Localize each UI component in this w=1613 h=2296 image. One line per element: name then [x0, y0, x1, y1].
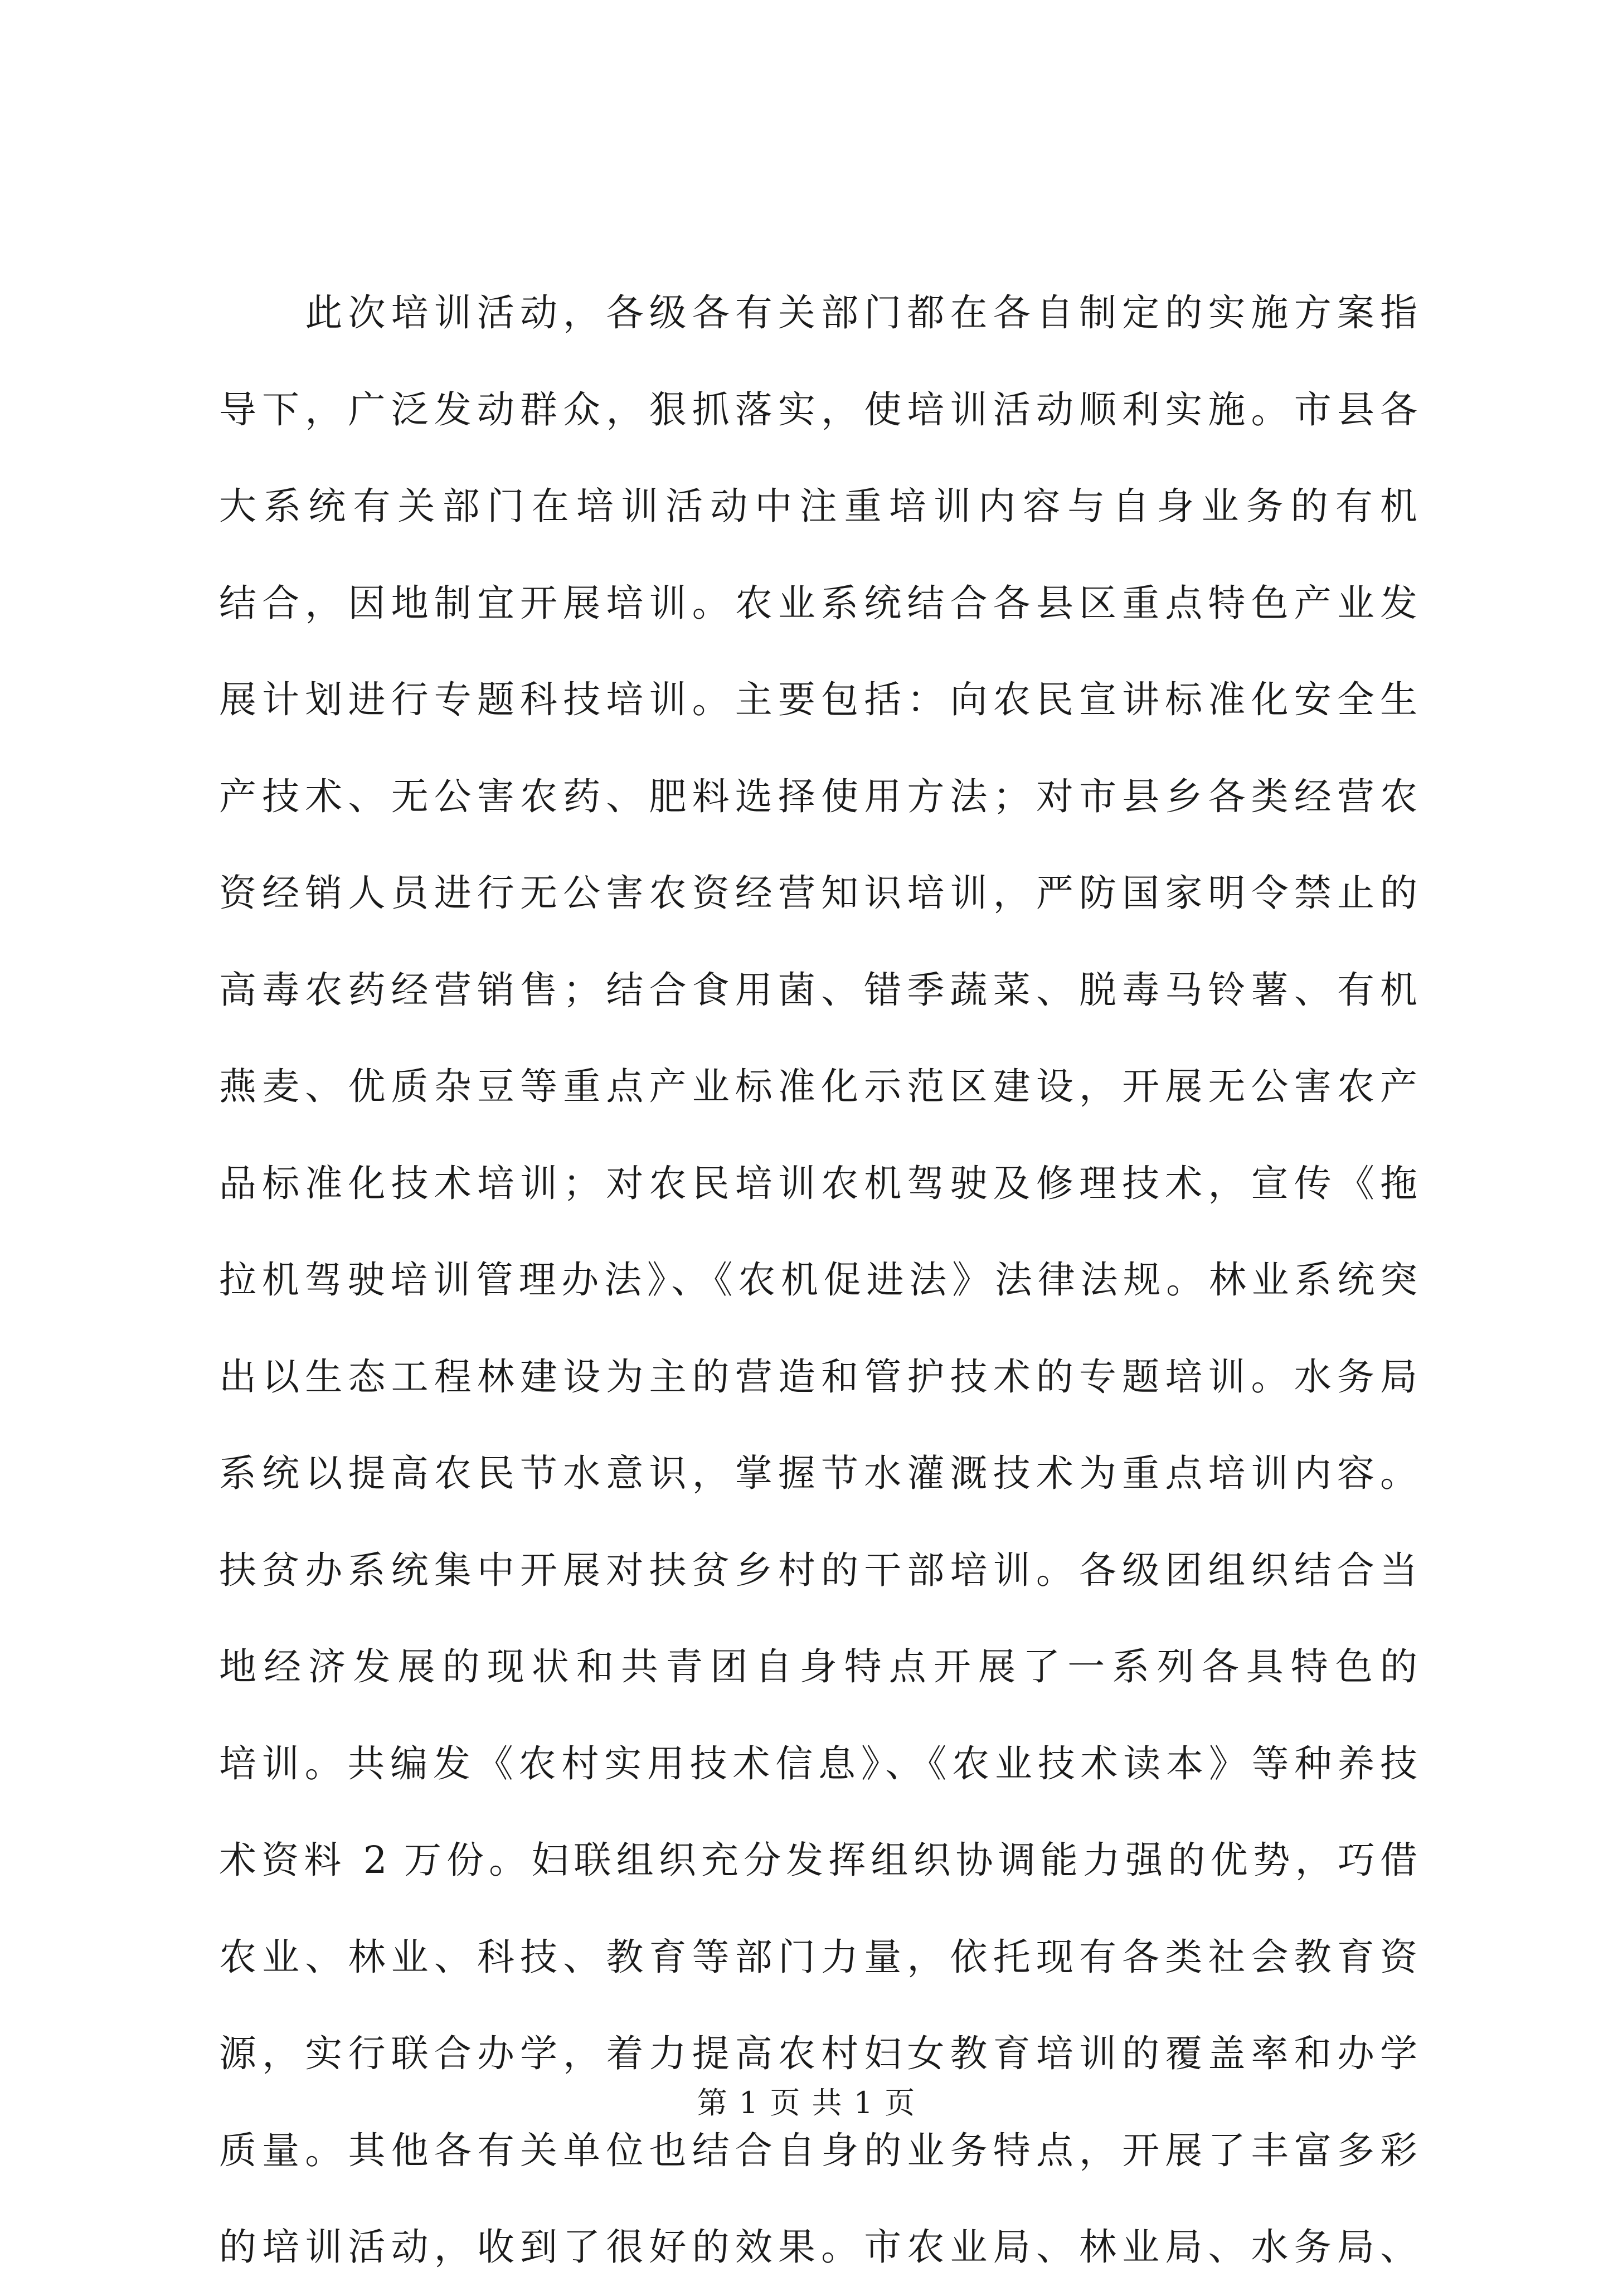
text-line: 产技术、无公害农药、肥料选择使用方法；对市县乡各类经营农 — [219, 774, 1417, 818]
text-line: 系统以提高农民节水意识，掌握节水灌溉技术为重点培训内容。 — [219, 1452, 1417, 1495]
text-line: 燕麦、优质杂豆等重点产业标准化示范区建设，开展无公害农产 — [219, 1065, 1417, 1108]
text-line: 高毒农药经营销售；结合食用菌、错季蔬菜、脱毒马铃薯、有机 — [219, 968, 1417, 1012]
text-line: 扶贫办系统集中开展对扶贫乡村的干部培训。各级团组织结合当 — [219, 1548, 1417, 1592]
text-line: 导下，广泛发动群众，狠抓落实，使培训活动顺利实施。市县各 — [219, 387, 1417, 431]
text-line: 此次培训活动，各级各有关部门都在各自制定的实施方案指 — [219, 291, 1417, 334]
text-line: 品标准化技术培训；对农民培训农机驾驶及修理技术，宣传《拖 — [219, 1161, 1417, 1205]
text-line: 源，实行联合办学，着力提高农村妇女教育培训的覆盖率和办学 — [219, 2032, 1417, 2075]
page-number-footer: 第 1 页 共 1 页 — [697, 2085, 916, 2120]
text-line: 大系统有关部门在培训活动中注重培训内容与自身业务的有机 — [219, 484, 1417, 528]
text-line: 展计划进行专题科技培训。主要包括：向农民宣讲标准化安全生 — [219, 678, 1417, 721]
text-line: 的培训活动，收到了很好的效果。市农业局、林业局、水务局、 — [219, 2225, 1417, 2269]
text-line: 地经济发展的现状和共青团自身特点开展了一系列各具特色的 — [219, 1645, 1417, 1688]
text-line: 结合，因地制宜开展培训。农业系统结合各县区重点特色产业发 — [219, 581, 1417, 625]
body-paragraph — [219, 265, 1417, 2296]
text-line: 出以生态工程林建设为主的营造和管护技术的专题培训。水务局 — [219, 1355, 1417, 1399]
text-line: 术资料 2 万份。妇联组织充分发挥组织协调能力强的优势，巧借 — [219, 1838, 1417, 1882]
text-line: 资经销人员进行无公害农资经营知识培训，严防国家明令禁止的 — [219, 871, 1417, 915]
text-line: 拉机驾驶培训管理办法》、《农机促进法》法律法规。林业系统突 — [219, 1258, 1417, 1302]
text-line: 质量。其他各有关单位也结合自身的业务特点，开展了丰富多彩 — [219, 2128, 1417, 2172]
text-line: 培训。共编发《农村实用技术信息》、《农业技术读本》等种养技 — [219, 1741, 1417, 1785]
text-line: 农业、林业、科技、教育等部门力量，依托现有各类社会教育资 — [219, 1935, 1417, 1979]
